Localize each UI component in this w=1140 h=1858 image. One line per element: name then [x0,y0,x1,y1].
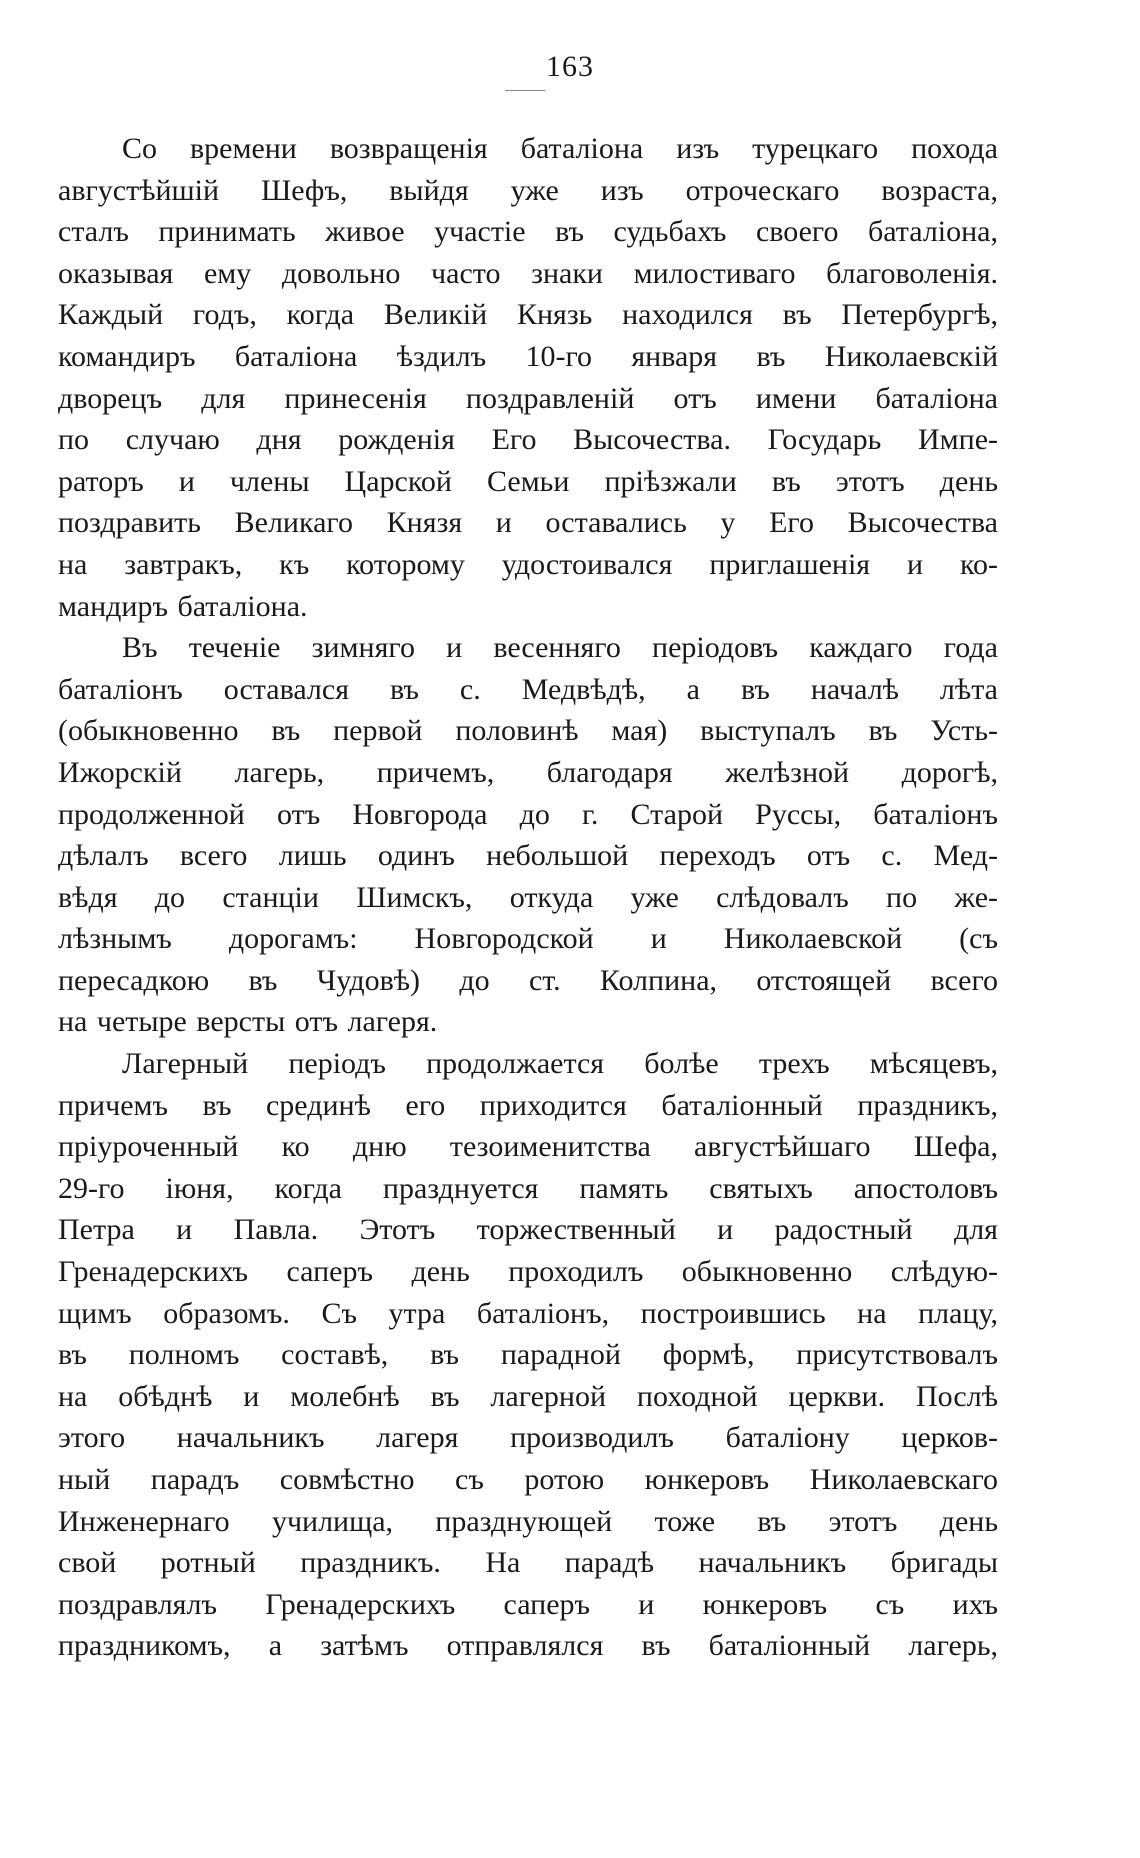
text-line: праздникомъ, а затѣмъ отправлялся въ баталіонный лагерь, [58,1629,998,1663]
text-line: поздравить Великаго Князя и оставались у Его Высочества [58,506,998,540]
text-line: Ижорскій лагерь, причемъ, благодаря желѣзной дорогѣ, [58,755,998,789]
text-line: пріуроченный ко дню тезоименитства августѣйшаго Шефа, [58,1130,998,1164]
text-line: лѣзнымъ дорогамъ: Новгородской и Николаевской (съ [58,922,998,956]
text-line: на завтракъ, къ которому удостоивался приглашенія и ко- [58,547,998,581]
text-line: оказывая ему довольно часто знаки милостиваго благоволенія. [58,256,998,290]
text-line: вѣдя до станціи Шимскъ, откуда уже слѣдовалъ по же- [58,880,998,914]
text-line: (обыкновенно въ первой половинѣ мая) выступалъ въ Усть- [58,714,998,748]
text-line: ный парадъ совмѣстно съ ротою юнкеровъ Николаевскаго [58,1463,998,1496]
text-line: этого начальникъ лагеря производилъ баталіону церков- [58,1421,998,1455]
text-line: баталіонъ оставался въ с. Медвѣдѣ, а въ началѣ лѣта [58,672,998,706]
text-line: Каждый годъ, когда Великій Князь находился въ Петербургѣ, [58,298,998,332]
text-line: свой ротный праздникъ. На парадѣ начальникъ бригады [58,1546,998,1580]
text-line: сталъ принимать живое участіе въ судьбахъ своего баталіона, [58,215,998,249]
text-line: по случаю дня рожденія Его Высочества. Государь Импе- [58,423,998,457]
text-line: причемъ въ срединѣ его приходится баталіонный праздникъ, [58,1088,998,1122]
page-number-rule [505,90,545,91]
text-line: пересадкою въ Чудовѣ) до ст. Колпина, отстоящей всего [58,963,998,997]
text-line: командиръ баталіона ѣздилъ 10-го января въ Николаевскій [58,339,998,373]
text-line: мандиръ баталіона. [58,589,308,623]
text-line: Лагерный періодъ продолжается болѣе трехъ мѣсяцевъ, [122,1047,998,1081]
text-line: продолженной отъ Новгорода до г. Старой Руссы, баталіонъ [58,797,998,831]
text-line: поздравлялъ Гренадерскихъ саперъ и юнкеровъ съ ихъ [58,1587,998,1621]
text-line: 29-го іюня, когда празднуется память святыхъ апостоловъ [58,1171,998,1205]
text-line: щимъ образомъ. Съ утра баталіонъ, построившись на плацу, [58,1296,998,1330]
text-line: въ полномъ составѣ, въ парадной формѣ, присутствовалъ [58,1338,998,1372]
text-line: Петра и Павла. Этотъ торжественный и радостный для [58,1213,998,1247]
text-line: Со времени возвращенія баталіона изъ турецкаго похода [122,132,998,165]
text-line: Въ теченіе зимняго и весенняго періодовъ каждаго года [122,631,998,665]
text-line: дворецъ для принесенія поздравленій отъ имени баталіона [58,381,998,415]
text-line: раторъ и члены Царской Семьи пріѣзжали въ этотъ день [58,464,998,498]
text-line: на четыре версты отъ лагеря. [58,1005,438,1039]
text-line: августѣйшій Шефъ, выйдя уже изъ отроческаго возраста, [58,173,998,207]
text-line: Гренадерскихъ саперъ день проходилъ обыкновенно слѣдую- [58,1255,998,1289]
page-number: 163 [546,50,594,83]
text-line: на обѣднѣ и молебнѣ въ лагерной походной церкви. Послѣ [58,1379,998,1413]
text-line: Инженернаго училища, празднующей тоже въ этотъ день [58,1504,998,1538]
text-line: дѣлалъ всего лишь одинъ небольшой переходъ отъ с. Мед- [58,839,998,873]
body-text [58,128,998,1667]
